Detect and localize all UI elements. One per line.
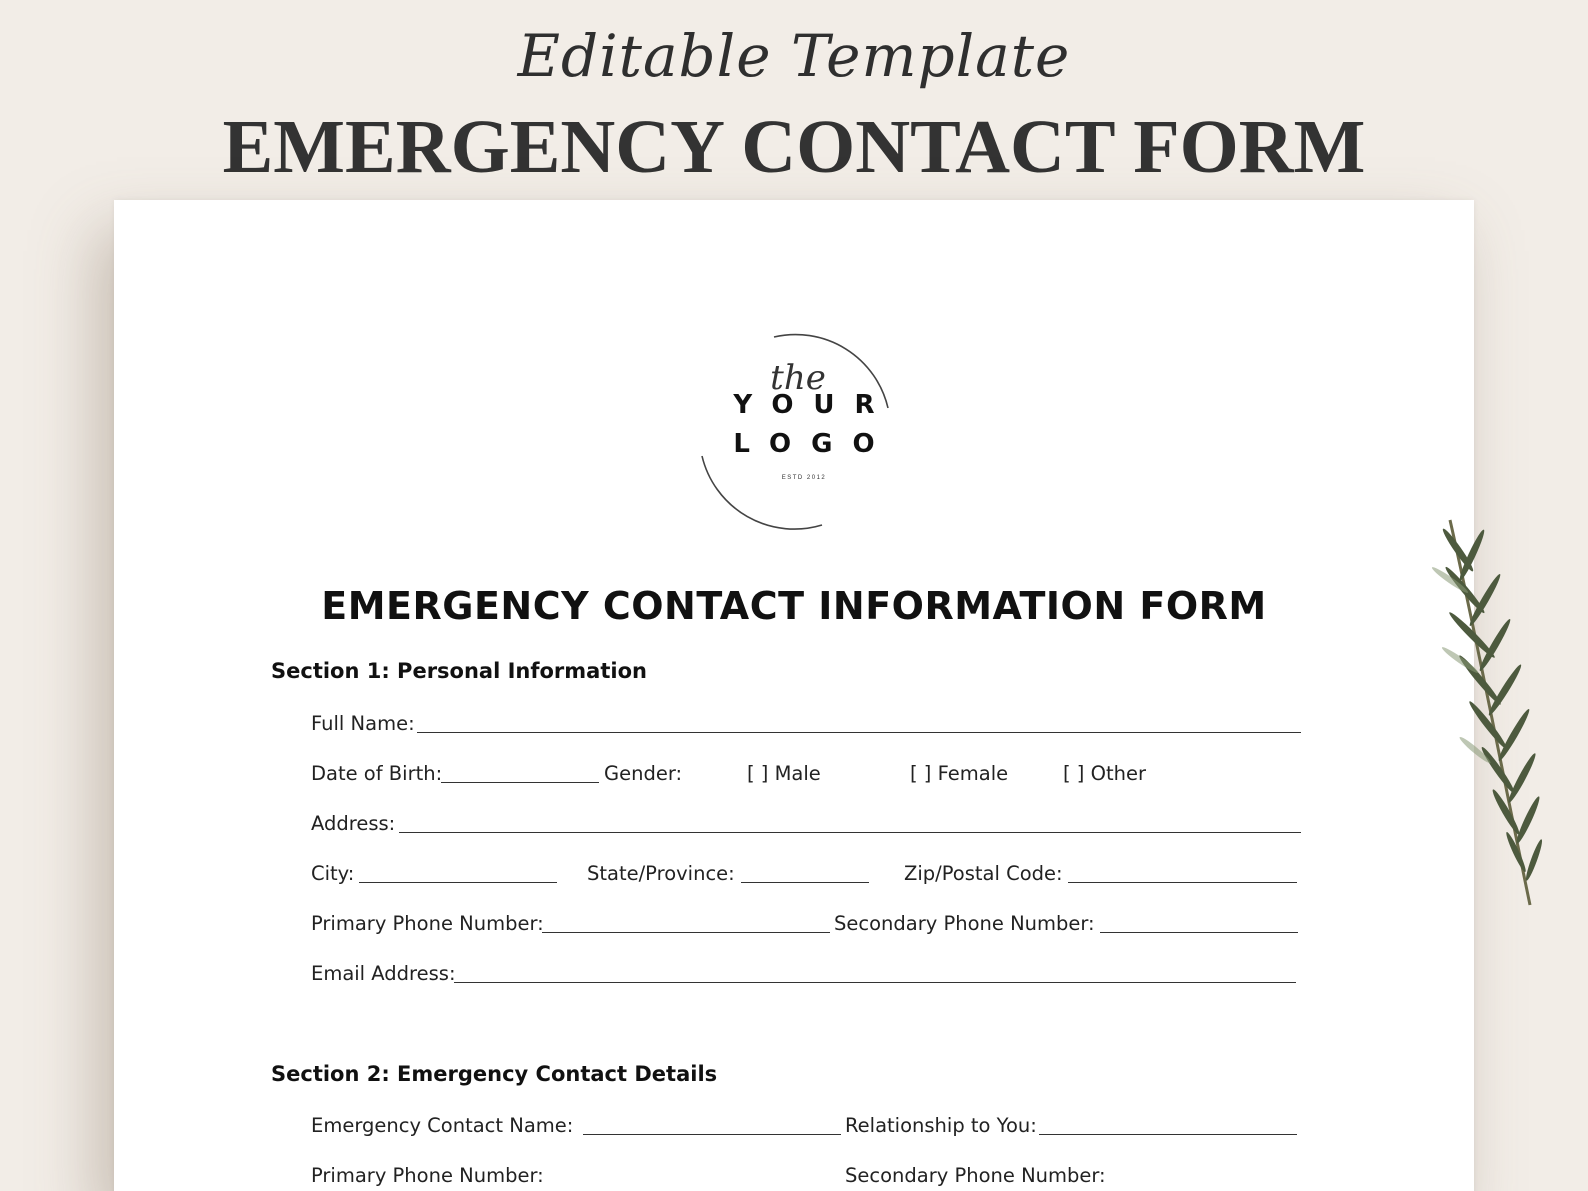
phone-row	[311, 911, 1311, 937]
full-name-label: Full Name:	[311, 712, 415, 735]
logo-line-logo: LOGO	[733, 429, 895, 459]
dob-label: Date of Birth:	[311, 762, 443, 785]
contact-primary-phone-label: Primary Phone Number:	[311, 1164, 544, 1187]
gender-female-checkbox[interactable]: [ ] Female	[910, 762, 1009, 785]
dob-gender-row	[311, 761, 1311, 787]
form-document	[114, 200, 1474, 1191]
banner-main-title: EMERGENCY CONTACT FORM	[222, 105, 1366, 189]
zip-label: Zip/Postal Code:	[904, 862, 1063, 885]
relationship-label: Relationship to You:	[845, 1114, 1037, 1137]
address-field[interactable]	[399, 811, 1301, 833]
dob-field[interactable]	[441, 761, 599, 783]
email-label: Email Address:	[311, 962, 456, 985]
city-label: City:	[311, 862, 355, 885]
banner-header	[0, 0, 1588, 200]
city-state-zip-row	[311, 861, 1311, 887]
state-field[interactable]	[741, 861, 869, 883]
logo	[694, 328, 914, 538]
logo-script-the: the	[770, 358, 826, 398]
contact-name-field[interactable]	[583, 1113, 841, 1135]
form-title: EMERGENCY CONTACT INFORMATION FORM	[321, 584, 1267, 628]
primary-phone-field[interactable]	[542, 911, 830, 933]
section-1-heading: Section 1: Personal Information	[271, 659, 647, 683]
logo-estd: ESTD 2012	[781, 475, 827, 481]
contact-name-label: Emergency Contact Name:	[311, 1114, 574, 1137]
contact-secondary-phone-label: Secondary Phone Number:	[845, 1164, 1106, 1187]
secondary-phone-field[interactable]	[1100, 911, 1298, 933]
gender-label: Gender:	[604, 762, 683, 785]
zip-field[interactable]	[1068, 861, 1297, 883]
gender-male-checkbox[interactable]: [ ] Male	[747, 762, 821, 785]
logo-line-your: YOUR	[733, 390, 895, 420]
email-row	[311, 961, 1311, 987]
gender-other-checkbox[interactable]: [ ] Other	[1063, 762, 1146, 785]
email-field[interactable]	[454, 961, 1296, 983]
secondary-phone-label: Secondary Phone Number:	[834, 912, 1095, 935]
address-label: Address:	[311, 812, 396, 835]
city-field[interactable]	[359, 861, 557, 883]
banner-script-title: Editable Template	[517, 22, 1071, 90]
section-2-heading: Section 2: Emergency Contact Details	[271, 1062, 718, 1086]
state-label: State/Province:	[587, 862, 735, 885]
address-row	[311, 811, 1311, 837]
rosemary-sprig-icon	[1430, 510, 1580, 930]
contact-name-row	[311, 1113, 1311, 1139]
primary-phone-label: Primary Phone Number:	[311, 912, 544, 935]
full-name-row	[311, 711, 1311, 737]
full-name-field[interactable]	[417, 711, 1301, 733]
relationship-field[interactable]	[1039, 1113, 1297, 1135]
contact-phone-row	[311, 1163, 1311, 1189]
